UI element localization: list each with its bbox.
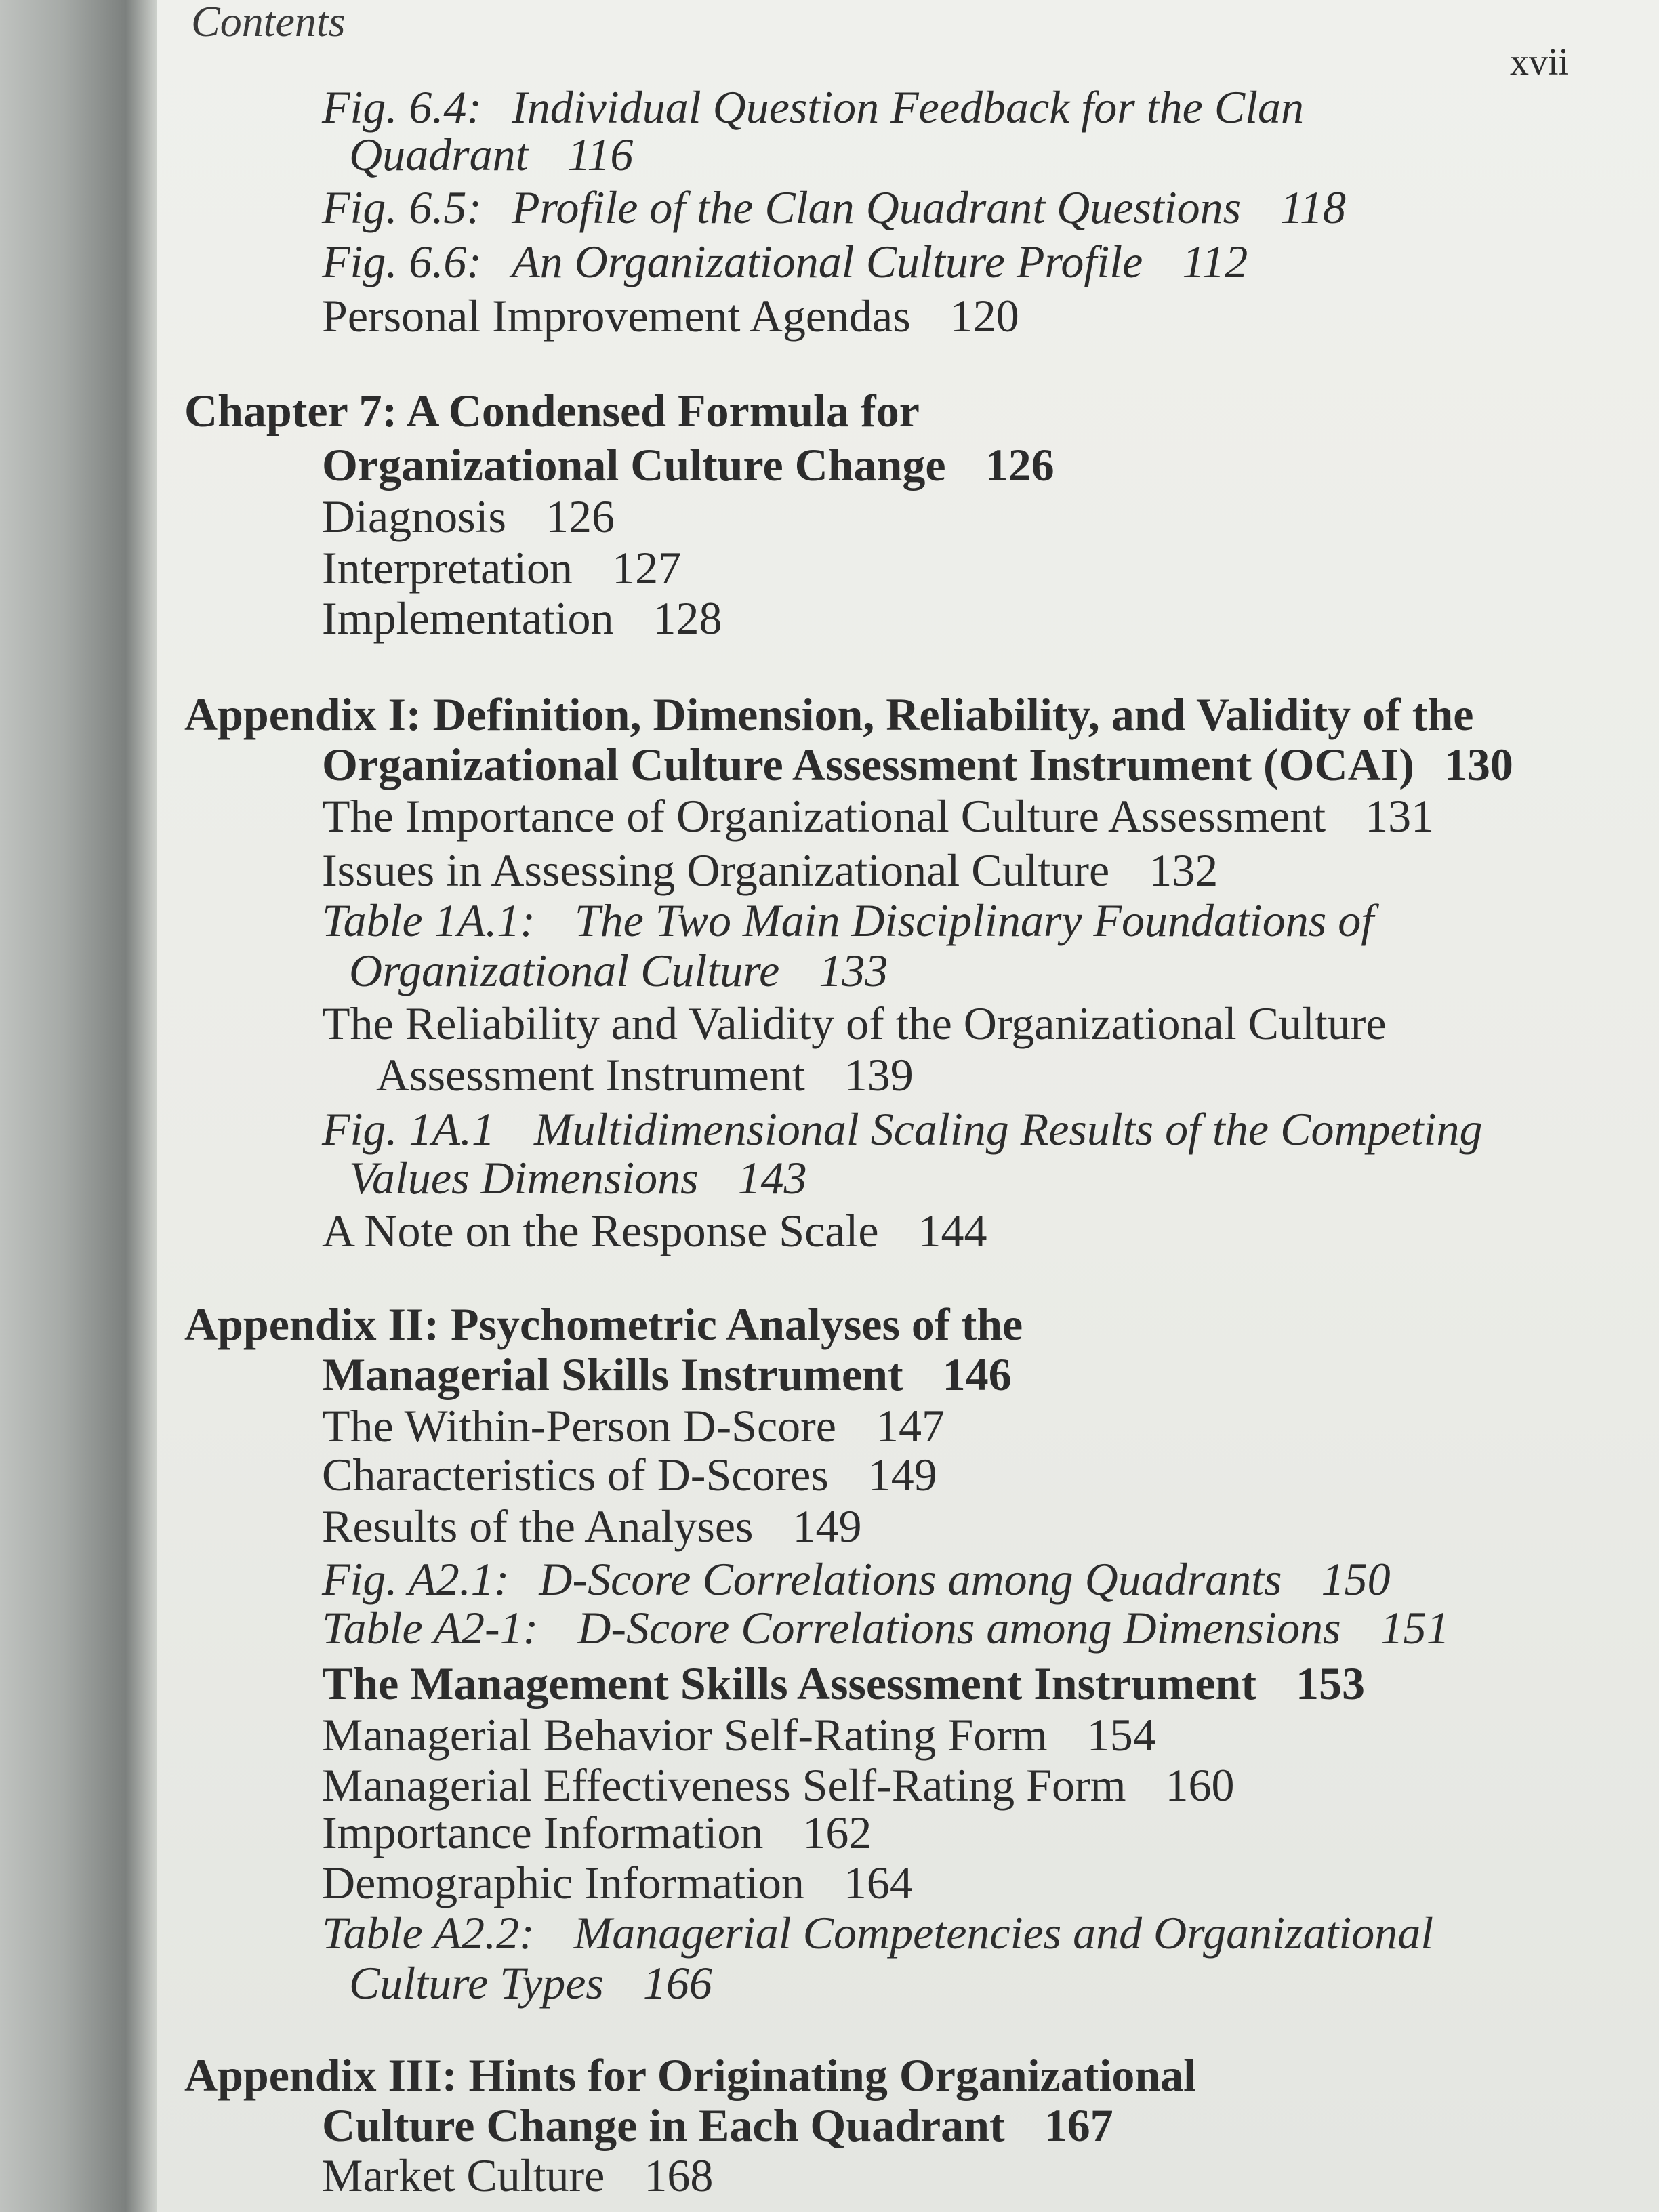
chapter-heading bbox=[184, 384, 920, 438]
entry-title: The Reliability and Validity of the Organizational Culture bbox=[322, 998, 1387, 1049]
entry-label: Fig. 6.4: bbox=[322, 81, 483, 133]
entry-title: Demographic Information bbox=[322, 1857, 804, 1908]
entry-title: Profile of the Clan Quadrant Questions bbox=[512, 182, 1242, 233]
entry-title: Appendix II: Psychometric Analyses of the bbox=[184, 1298, 1023, 1350]
toc-entry bbox=[322, 996, 1387, 1050]
entry-title: Interpretation bbox=[322, 542, 573, 594]
entry-page: 132 bbox=[1149, 844, 1218, 896]
entry-page: 160 bbox=[1165, 1759, 1235, 1811]
entry-title: Market Culture bbox=[322, 2150, 605, 2201]
toc-entry bbox=[322, 1601, 1450, 1655]
entry-title: D-Score Correlations among Quadrants bbox=[539, 1553, 1282, 1605]
entry-title: D-Score Correlations among Dimensions bbox=[577, 1602, 1341, 1654]
entry-page: 146 bbox=[942, 1349, 1012, 1400]
entry-title: The Management Skills Assessment Instrument bbox=[322, 1658, 1256, 1709]
toc-entry bbox=[349, 1956, 712, 2010]
appendix-heading bbox=[322, 1347, 1012, 1401]
entry-title: Managerial Behavior Self-Rating Form bbox=[322, 1709, 1048, 1761]
entry-page: 167 bbox=[1044, 2100, 1113, 2151]
entry-page: 154 bbox=[1086, 1709, 1156, 1761]
toc-entry bbox=[322, 1708, 1156, 1762]
entry-label: Table 1A.1: bbox=[322, 895, 535, 946]
entry-page: 131 bbox=[1365, 790, 1435, 842]
toc-entry bbox=[322, 843, 1218, 897]
entry-title: Multidimensional Scaling Results of the Competing bbox=[533, 1103, 1483, 1155]
toc-entry bbox=[322, 1399, 945, 1453]
entry-title: The Two Main Disciplinary Foundations of bbox=[574, 895, 1374, 946]
entry-page: 149 bbox=[792, 1500, 862, 1552]
entry-page: 130 bbox=[1443, 739, 1513, 790]
toc-entry bbox=[322, 2148, 713, 2203]
entry-title: Organizational Culture Assessment Instrument (OCAI) bbox=[322, 739, 1414, 790]
entry-page: 139 bbox=[844, 1049, 914, 1101]
toc-entry bbox=[349, 127, 633, 182]
entry-title: Chapter 7: A Condensed Formula for bbox=[184, 385, 920, 436]
entry-title: Personal Improvement Agendas bbox=[322, 290, 911, 342]
toc-entry bbox=[322, 1906, 1433, 1960]
entry-title: Implementation bbox=[322, 592, 614, 644]
appendix-heading bbox=[322, 737, 1513, 792]
entry-title: Culture Types bbox=[349, 1957, 604, 2009]
entry-title: Culture Change in Each Quadrant bbox=[322, 2100, 1005, 2151]
toc-entry bbox=[322, 1805, 872, 1860]
appendix-heading bbox=[184, 687, 1473, 741]
entry-page: 151 bbox=[1380, 1602, 1450, 1654]
entry-title: Characteristics of D-Scores bbox=[322, 1449, 829, 1500]
toc-entry bbox=[322, 180, 1346, 234]
book-spine-shadow bbox=[0, 0, 157, 2212]
entry-page: 164 bbox=[843, 1857, 913, 1908]
entry-label: Table A2.2: bbox=[322, 1907, 535, 1959]
toc-entry bbox=[322, 1758, 1235, 1812]
entry-page: 149 bbox=[867, 1449, 937, 1500]
entry-page: 153 bbox=[1295, 1658, 1365, 1709]
appendix-heading bbox=[184, 1297, 1023, 1351]
entry-page: 162 bbox=[802, 1807, 872, 1858]
toc-entry bbox=[322, 289, 1019, 343]
toc-entry bbox=[322, 80, 1304, 134]
entry-label: Fig. 6.6: bbox=[322, 236, 483, 287]
entry-title: Appendix III: Hints for Originating Organizational bbox=[184, 2049, 1197, 2101]
entry-label: Fig. 1A.1 bbox=[322, 1103, 495, 1155]
entry-title: The Within-Person D-Score bbox=[322, 1400, 836, 1452]
entry-page: 150 bbox=[1321, 1553, 1391, 1605]
entry-page: 144 bbox=[918, 1205, 987, 1256]
toc-entry bbox=[322, 1856, 913, 1910]
toc-entry bbox=[349, 1151, 807, 1205]
entry-title: An Organizational Culture Profile bbox=[512, 236, 1143, 287]
appendix-heading bbox=[322, 2098, 1113, 2152]
entry-page: 133 bbox=[819, 945, 888, 996]
toc-entry bbox=[322, 489, 615, 544]
entry-title: Managerial Effectiveness Self-Rating Form bbox=[322, 1759, 1126, 1811]
toc-entry bbox=[322, 541, 681, 595]
chapter-heading bbox=[322, 438, 1054, 492]
running-head: Contents bbox=[191, 0, 346, 45]
toc-entry bbox=[322, 893, 1374, 947]
toc-entry bbox=[322, 1552, 1391, 1606]
entry-label: Table A2-1: bbox=[322, 1602, 539, 1654]
entry-page: 127 bbox=[612, 542, 682, 594]
entry-page: 147 bbox=[875, 1400, 945, 1452]
page-number: xvii bbox=[1510, 41, 1570, 83]
entry-title: Organizational Culture Change bbox=[322, 439, 946, 491]
appendix-heading bbox=[184, 2048, 1196, 2102]
entry-title: Quadrant bbox=[349, 129, 529, 180]
toc-entry bbox=[322, 234, 1248, 289]
entry-title: Appendix I: Definition, Dimension, Reliability, and Validity of the bbox=[184, 689, 1474, 740]
entry-page: 126 bbox=[546, 491, 615, 542]
toc-entry bbox=[322, 591, 722, 645]
entry-title: Values Dimensions bbox=[349, 1152, 699, 1204]
entry-label: Fig. A2.1: bbox=[322, 1553, 510, 1605]
toc-entry bbox=[322, 1448, 937, 1502]
entry-page: 126 bbox=[985, 439, 1054, 491]
toc-entry bbox=[322, 1204, 987, 1258]
entry-page: 112 bbox=[1182, 236, 1248, 287]
toc-entry bbox=[376, 1048, 914, 1102]
section-heading bbox=[322, 1656, 1365, 1711]
toc-entry bbox=[322, 789, 1434, 843]
entry-title: A Note on the Response Scale bbox=[322, 1205, 879, 1256]
entry-title: The Importance of Organizational Culture Assessment bbox=[322, 790, 1326, 842]
toc-entry bbox=[322, 1499, 862, 1553]
entry-title: Importance Information bbox=[322, 1807, 764, 1858]
entry-page: 143 bbox=[737, 1152, 807, 1204]
toc-entry bbox=[349, 943, 888, 998]
entry-page: 166 bbox=[642, 1957, 712, 2009]
entry-label: Fig. 6.5: bbox=[322, 182, 483, 233]
entry-title: Managerial Competencies and Organizational bbox=[573, 1907, 1434, 1959]
entry-page: 120 bbox=[949, 290, 1019, 342]
entry-title: Managerial Skills Instrument bbox=[322, 1349, 903, 1400]
entry-page: 118 bbox=[1280, 182, 1347, 233]
entry-page: 128 bbox=[653, 592, 722, 644]
entry-page: 168 bbox=[644, 2150, 714, 2201]
entry-title: Results of the Analyses bbox=[322, 1500, 754, 1552]
entry-title: Issues in Assessing Organizational Culture bbox=[322, 844, 1110, 896]
entry-title: Diagnosis bbox=[322, 491, 506, 542]
entry-title: Assessment Instrument bbox=[376, 1049, 805, 1101]
entry-page: 116 bbox=[567, 129, 634, 180]
entry-title: Individual Question Feedback for the Clan bbox=[512, 81, 1305, 133]
toc-entry bbox=[322, 1102, 1483, 1156]
entry-title: Organizational Culture bbox=[349, 945, 780, 996]
